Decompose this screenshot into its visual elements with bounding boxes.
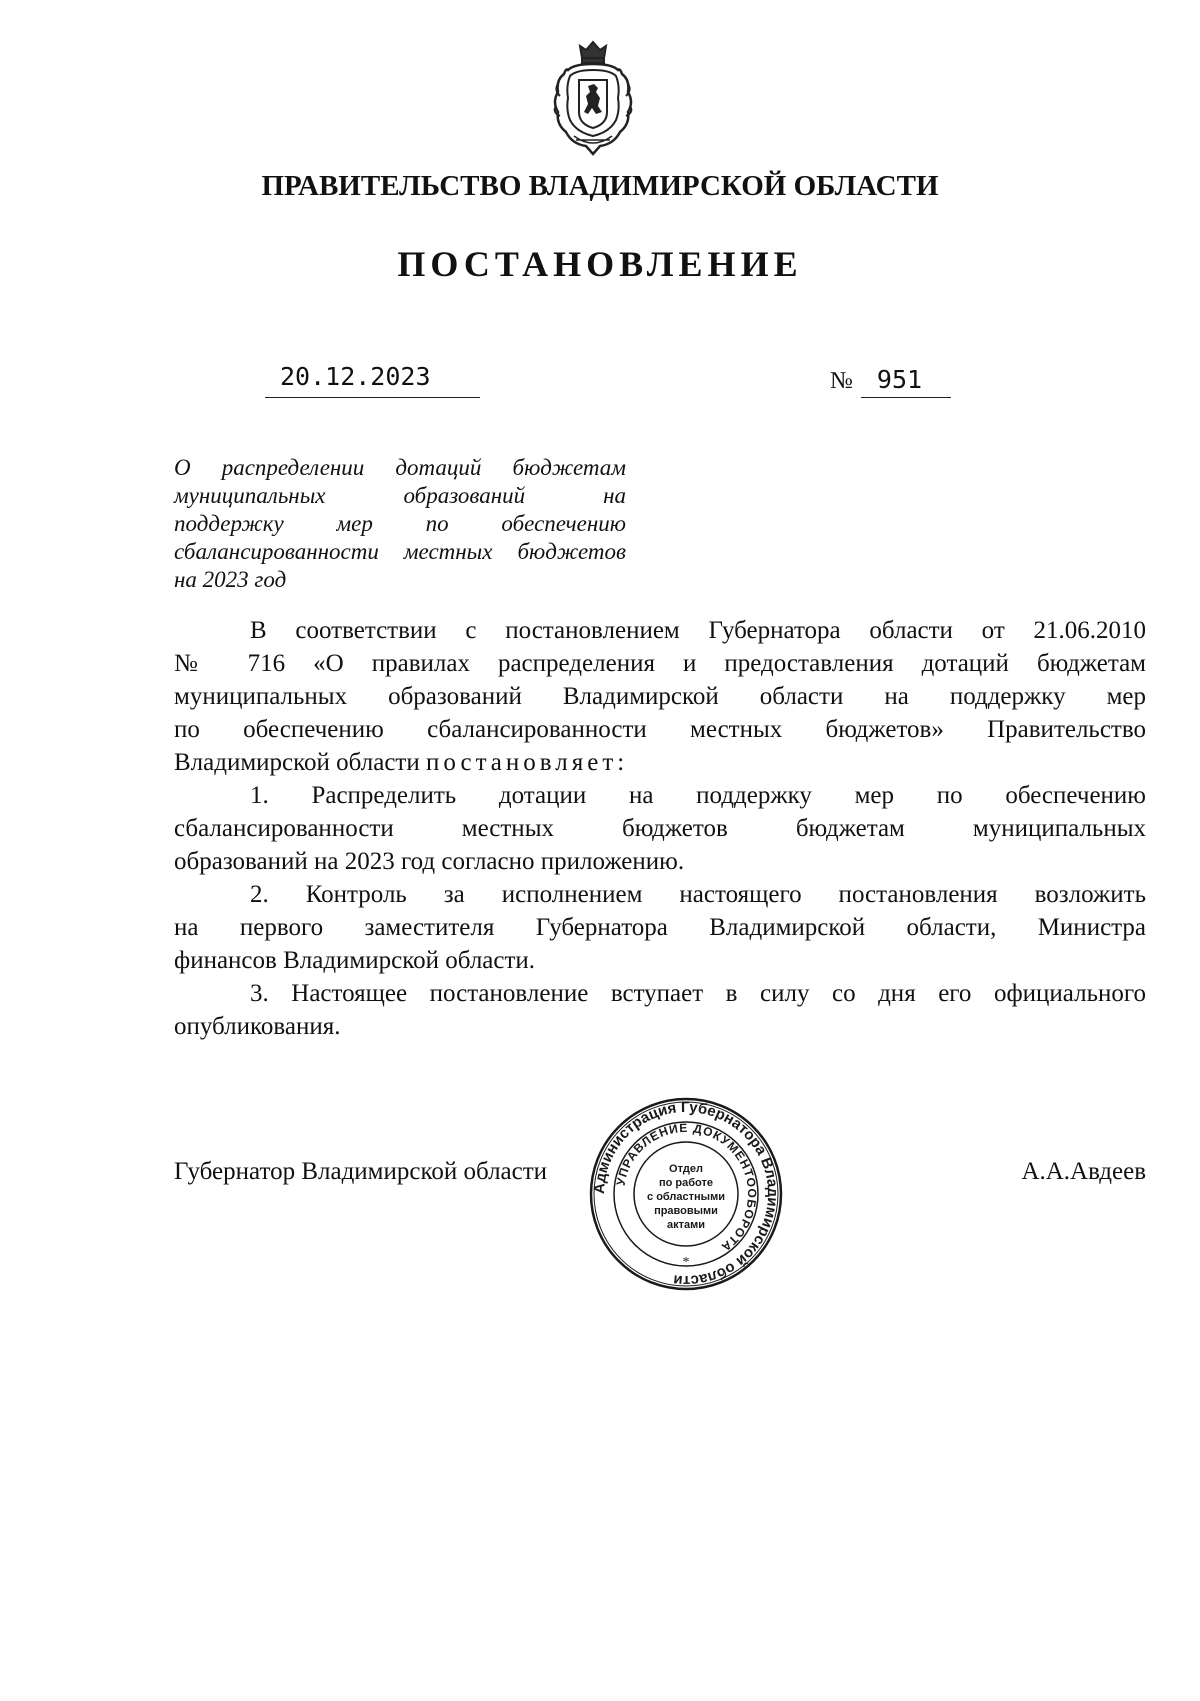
paragraph-line: 3. Настоящее постановление вступает в силу со дня его официального: [250, 980, 1146, 1007]
document-body: [174, 614, 1146, 1043]
document-subject: [174, 454, 626, 594]
paragraph-line: сбалансированности местных бюджетов бюджетам муниципальных: [174, 815, 1146, 842]
organization-title: ПРАВИТЕЛЬСТВО ВЛАДИМИРСКОЙ ОБЛАСТИ: [261, 170, 939, 202]
seal-center-line: правовыми: [654, 1205, 718, 1217]
paragraph-last-line: образований на 2023 год согласно приложению.: [174, 848, 685, 875]
number-value: 951: [861, 365, 951, 398]
item-paragraph-2: [174, 878, 1146, 977]
paragraph-last-line: опубликования.: [174, 1013, 341, 1040]
seal-star: *: [682, 1255, 690, 1270]
item-paragraph-3: [174, 977, 1146, 1043]
seal-center-line: по работе: [658, 1177, 714, 1189]
document-number: [830, 365, 951, 398]
official-seal-stamp: [588, 1096, 784, 1292]
item-paragraph-1: [174, 779, 1146, 878]
seal-center-line: актами: [666, 1219, 706, 1231]
decree-word: постановляет: [425, 749, 618, 776]
paragraph-line: 2. Контроль за исполнением настоящего постановления возложить: [250, 881, 1146, 908]
number-sign: №: [830, 368, 853, 394]
paragraph-line: муниципальных образований Владимирской области на поддержку мер: [174, 683, 1146, 710]
paragraph-line: 1. Распределить дотации на поддержку мер по обеспечению: [250, 782, 1146, 809]
colon: :: [617, 749, 625, 776]
subject-line: на 2023 год: [174, 567, 287, 592]
paragraph-line: по обеспечению сбалансированности местных бюджетов» Правительство: [174, 716, 1146, 743]
seal-center-line: с областными: [647, 1191, 725, 1203]
coat-of-arms-icon: [546, 40, 640, 158]
document-date: 20.12.2023: [265, 362, 480, 398]
seal-outer-text: Администрация Губернатора Владимирской области: [590, 1098, 782, 1290]
paragraph-line: В соответствии с постановлением Губернатора области от 21.06.2010: [250, 617, 1146, 644]
paragraph-line: № 716 «О правилах распределения и предоставления дотаций бюджетам: [174, 650, 1146, 677]
preamble-end-text: Владимирской области: [174, 749, 426, 776]
signatory-position: Губернатор Владимирской области: [174, 1158, 548, 1185]
paragraph-last-line: финансов Владимирской области.: [174, 947, 536, 974]
paragraph-last-line: [174, 746, 1146, 779]
signatory-name: А.А.Авдеев: [1021, 1158, 1146, 1185]
document-type-title: ПОСТАНОВЛЕНИЕ: [397, 244, 803, 284]
seal-inner-text: УПРАВЛЕНИЕ ДОКУМЕНТООБОРОТА: [613, 1120, 760, 1255]
seal-center-line: Отдел: [669, 1163, 703, 1175]
subject-line: О распределении дотаций бюджетам: [174, 455, 626, 480]
subject-line: сбалансированности местных бюджетов: [174, 539, 626, 564]
subject-line: поддержку мер по обеспечению: [174, 511, 626, 536]
paragraph-line: на первого заместителя Губернатора Владимирской области, Министра: [174, 914, 1146, 941]
preamble-paragraph: [174, 614, 1146, 779]
subject-line: муниципальных образований на: [174, 483, 626, 508]
